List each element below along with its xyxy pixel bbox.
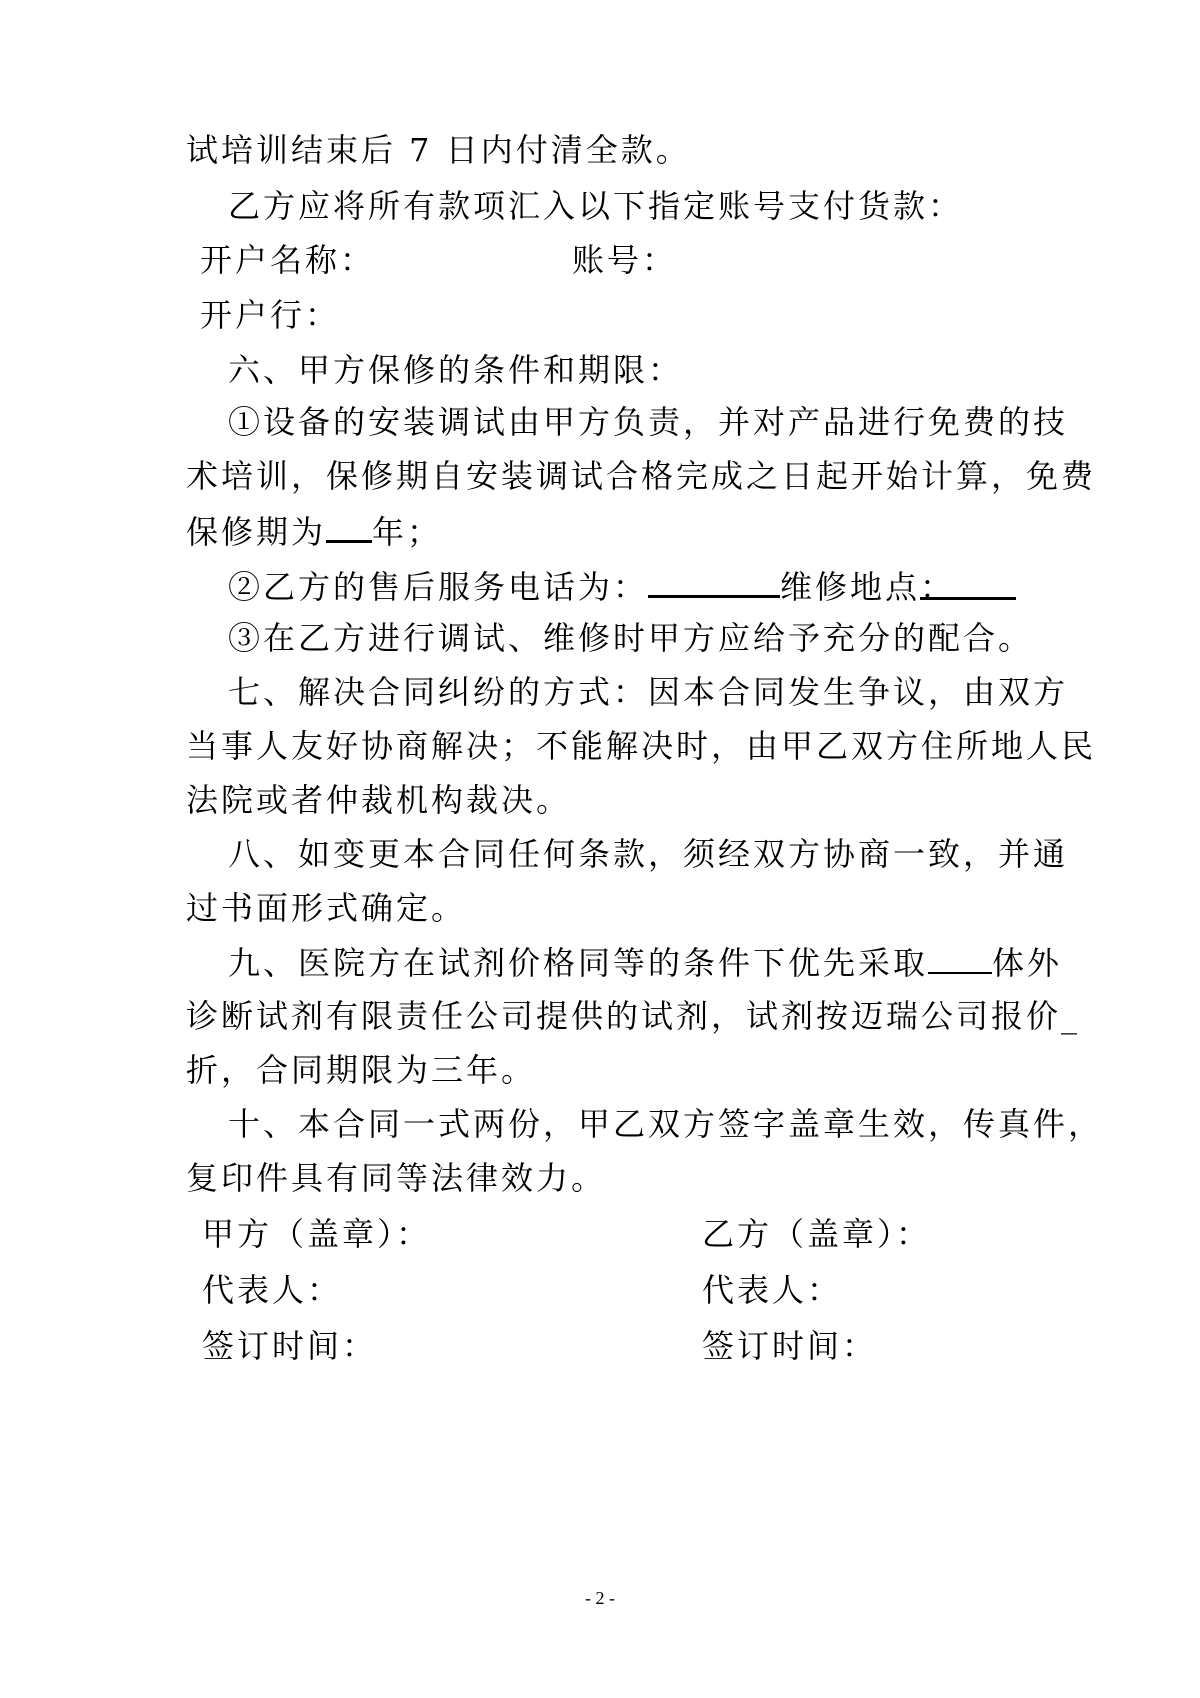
- text-line: [186, 888, 1026, 928]
- text-line: [228, 565, 1068, 605]
- amendment-clause-line-1: 八、如变更本合同任何条款，须经双方协商一致，并通: [228, 835, 1069, 873]
- reagent-clause-line-1: 九、医院方在试剂价格同等的条件下优先采取: [228, 944, 929, 982]
- party-b-rep-label: 代表人：: [702, 1271, 843, 1309]
- dispute-clause-line-2: 当事人友好协商解决；不能解决时，由甲乙双方住所地人民: [186, 727, 1097, 765]
- warranty-clause-1-line-2: 术培训，保修期自安装调试合格完成之日起开始计算，免费: [186, 457, 1097, 495]
- page-number: - 2 -: [585, 1588, 615, 1608]
- text-line: [228, 672, 1068, 712]
- warranty-clause-1-line-1: ①设备的安装调试由甲方负责，并对产品进行免费的技: [228, 403, 1069, 441]
- text-line: [228, 834, 1068, 874]
- amendment-clause-line-2: 过书面形式确定。: [186, 889, 467, 927]
- text-line: [186, 726, 1097, 766]
- dispute-clause-line-1: 七、解决合同纠纷的方式：因本合同发生争议，由双方: [228, 673, 1069, 711]
- account-row: [200, 240, 1040, 280]
- payment-instruction-text: 乙方应将所有款项汇入以下指定账号支付货款：: [228, 187, 964, 225]
- party-a-rep-label: 代表人：: [202, 1271, 343, 1309]
- text-line: [186, 456, 1097, 496]
- text-line: [228, 942, 1068, 982]
- warranty-period-label: 保修期为: [186, 513, 327, 551]
- bank-label: 开户行：: [200, 296, 341, 334]
- reagent-clause-line-1-end: 体外: [992, 944, 1063, 982]
- text-line: [200, 295, 1040, 335]
- party-b-date-label: 签订时间：: [702, 1327, 878, 1365]
- warranty-years-unit: 年；: [372, 513, 443, 551]
- text-line: [186, 1158, 1026, 1198]
- account-name-label: 开户名称：: [200, 241, 376, 279]
- copies-clause-line-2: 复印件具有同等法律效力。: [186, 1159, 607, 1197]
- party-a-seal-label: 甲方（盖章）：: [202, 1215, 432, 1253]
- warranty-clause-3: ③在乙方进行调试、维修时甲方应给予充分的配合。: [228, 619, 1034, 657]
- text-line: [228, 1104, 1104, 1144]
- text-line: [228, 402, 1068, 442]
- dispute-clause-line-3: 法院或者仲裁机构裁决。: [186, 781, 572, 819]
- text-line: [186, 996, 1081, 1036]
- reagent-supplier-blank: [928, 942, 992, 974]
- reagent-clause-line-2: 诊断试剂有限责任公司提供的试剂，试剂按迈瑞公司报价_: [186, 997, 1081, 1035]
- text-line: [186, 130, 1026, 170]
- account-number-label: 账号：: [572, 241, 678, 279]
- party-b-seal-label: 乙方（盖章）：: [702, 1215, 932, 1253]
- warranty-years-blank: [326, 510, 372, 543]
- text-line: [228, 186, 1068, 226]
- section-heading: [228, 350, 1068, 390]
- text-line: [186, 780, 1026, 820]
- reagent-clause-line-3: 折，合同期限为三年。: [186, 1051, 537, 1089]
- text-line: [228, 618, 1068, 658]
- repair-location-blank: ：: [920, 567, 1016, 600]
- warranty-heading: 六、甲方保修的条件和期限：: [228, 351, 684, 389]
- copies-clause-line-1: 十、本合同一式两份，甲乙双方签字盖章生效，传真件，: [228, 1105, 1104, 1143]
- payment-deadline-text: 试培训结束后 7 日内付清全款。: [186, 131, 691, 169]
- service-phone-blank: [648, 565, 780, 598]
- repair-location-label: 维修地点: [780, 568, 921, 606]
- service-phone-label: ②乙方的售后服务电话为：: [228, 568, 649, 606]
- text-line: [186, 510, 1026, 550]
- text-line: [186, 1050, 1026, 1090]
- party-a-date-label: 签订时间：: [202, 1327, 378, 1365]
